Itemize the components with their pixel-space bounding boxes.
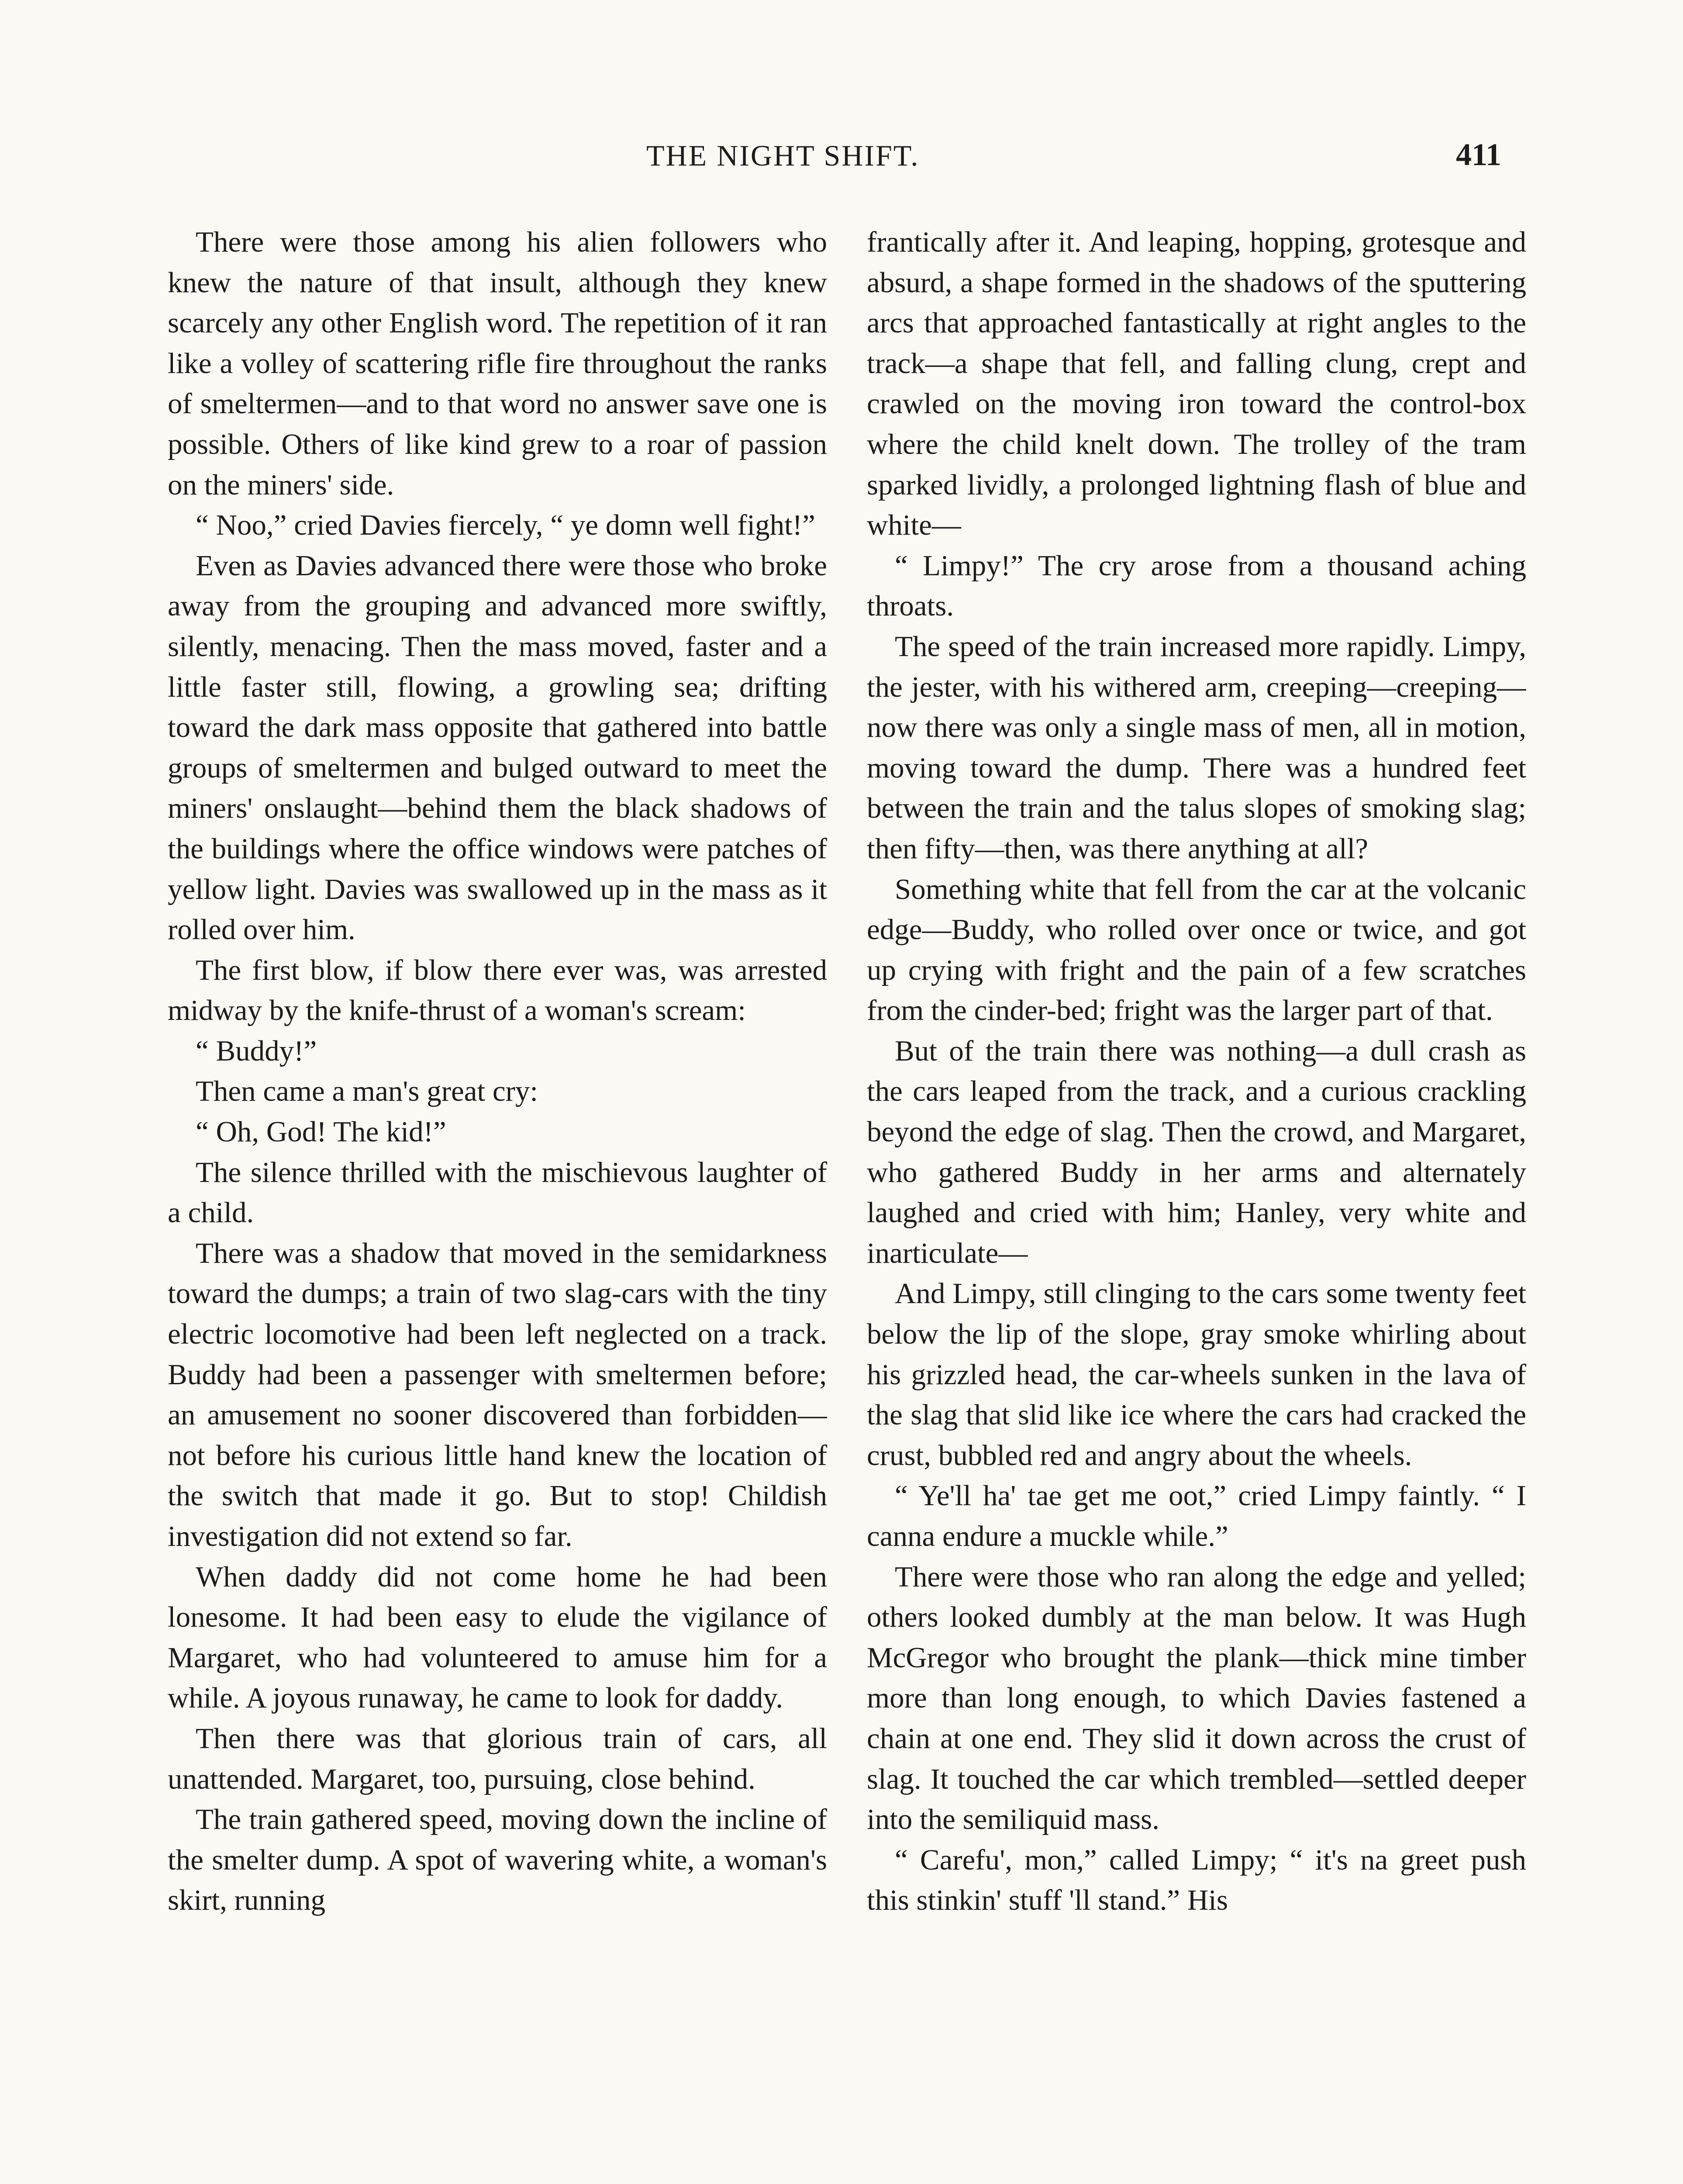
left-text-column [168, 222, 827, 2184]
paragraph: The speed of the train increased more rapidly. Limpy, the jester, with his withered arm, creeping—creeping—now there was only a single mass of men, all in motion, moving toward the dump. There was a hundred feet between the train and the talus slopes of smoking slag; then fifty—then, was there anything at all? [867, 630, 1526, 865]
paragraph: When daddy did not come home he had been lonesome. It had been easy to elude the vigilance of Margaret, who had volunteered to amuse him for a while. A joyous runaway, he came to look for daddy. [168, 1560, 827, 1714]
paragraph: There were those among his alien followers who knew the nature of that insult, although they knew scarcely any other English word. The repetition of it ran like a volley of scattering rifle fire throughout the ranks of smeltermen—and to that word no answer save one is possible. Others of like kind grew to a roar of passion on the miners' side. [168, 226, 827, 501]
paragraph: There was a shadow that moved in the semidarkness toward the dumps; a train of two slag-cars with the tiny electric locomotive had been left neglected on a track. Buddy had been a passenger with smeltermen before; an amusement no sooner discovered than forbidden—not before his curious little hand knew the location of the switch that made it go. But to stop! Childish investigation did not extend so far. [168, 1237, 827, 1552]
running-title: THE NIGHT SHIFT. [646, 139, 920, 172]
paragraph: “ Ye'll ha' tae get me oot,” cried Limpy faintly. “ I canna endure a muckle while.” [867, 1479, 1526, 1552]
paragraph: “ Oh, God! The kid!” [196, 1116, 446, 1148]
paragraph: “ Buddy!” [196, 1034, 317, 1067]
paragraph: Something white that fell from the car at the volcanic edge—Buddy, who rolled over once or twice, and got up crying with fright and the pain of a few scratches from the cinder-bed; fright was the larger part of that. [867, 873, 1526, 1027]
right-text-column [867, 222, 1526, 2184]
paragraph: And Limpy, still clinging to the cars some twenty feet below the lip of the slope, gray smoke whirling about his grizzled head, the car-wheels sunken in the lava of the slag that slid like ice where the cars had cracked the crust, bubbled red and angry about the wheels. [867, 1277, 1526, 1472]
paragraph: frantically after it. And leaping, hopping, grotesque and absurd, a shape formed in the shadows of the sputtering arcs that approached fantastically at right angles to the track—a shape that fell, and falling clung, crept and crawled on the moving iron toward the control-box where the child knelt down. The trolley of the tram sparked lividly, a prolonged lightning flash of blue and white— [867, 226, 1526, 542]
paragraph: “ Carefu', mon,” called Limpy; “ it's na greet push this stinkin' stuff 'll stand.” His [867, 1843, 1526, 1917]
paragraph: The first blow, if blow there ever was, was arrested midway by the knife-thrust of a woman's scream: [168, 954, 827, 1027]
paragraph: There were those who ran along the edge and yelled; others looked dumbly at the man below. It was Hugh McGregor who brought the plank—thick mine timber more than long enough, to which Davies fastened a chain at one end. They slid it down across the crust of slag. It touched the car which trembled—settled deeper into the semiliquid mass. [867, 1560, 1526, 1836]
paragraph: The train gathered speed, moving down the incline of the smelter dump. A spot of wavering white, a woman's skirt, running [168, 1803, 827, 1917]
paragraph: Even as Davies advanced there were those who broke away from the grouping and advanced more swiftly, silently, menacing. Then the mass moved, faster and a little faster still, flowing, a growling sea; drifting toward the dark mass opposite that gathered into battle groups of smeltermen and bulged outward to meet the miners' onslaught—behind them the black shadows of the buildings where the office windows were patches of yellow light. Davies was swallowed up in the mass as it rolled over him. [168, 549, 827, 946]
paragraph: The silence thrilled with the mischievous laughter of a child. [168, 1156, 827, 1229]
paragraph: Then there was that glorious train of cars, all unattended. Margaret, too, pursuing, close behind. [168, 1722, 827, 1795]
page-number: 411 [1456, 137, 1502, 172]
paragraph: But of the train there was nothing—a dull crash as the cars leaped from the track, and a curious crackling beyond the edge of slag. Then the crowd, and Margaret, who gathered Buddy in her arms and alternately laughed and cried with him; Hanley, very white and inarticulate— [867, 1034, 1526, 1269]
paragraph: Then came a man's great cry: [196, 1075, 538, 1108]
paragraph: “ Noo,” cried Davies fiercely, “ ye domn well fight!” [196, 509, 815, 542]
paragraph: “ Limpy!” The cry arose from a thousand aching throats. [867, 549, 1526, 622]
